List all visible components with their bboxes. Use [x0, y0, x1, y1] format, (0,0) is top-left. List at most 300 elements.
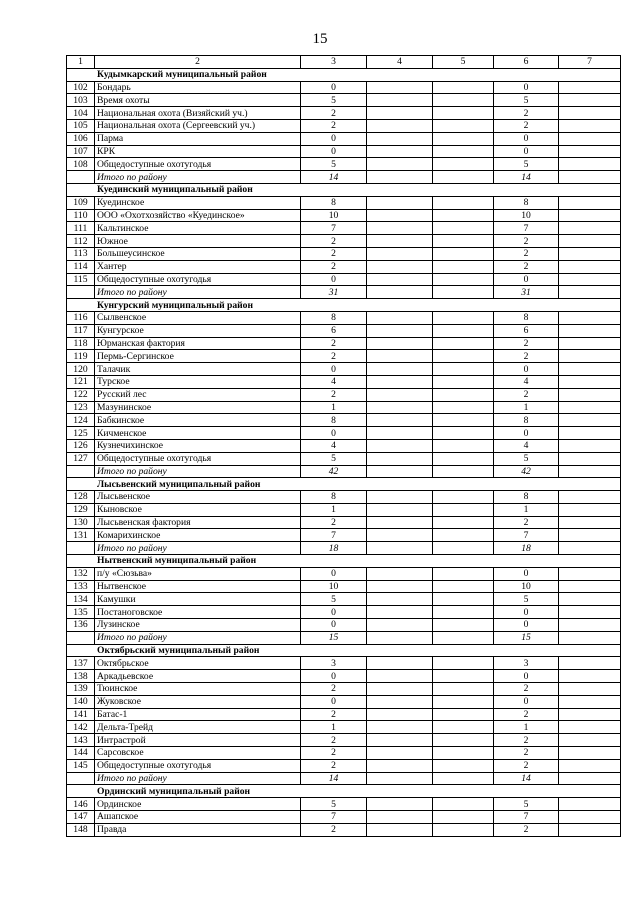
row-number: 117	[67, 324, 95, 337]
value-col6: 8	[494, 414, 559, 427]
table-row	[67, 567, 621, 580]
table-row	[67, 721, 621, 734]
value-col5	[433, 107, 494, 120]
value-col6: 2	[494, 350, 559, 363]
hunting-ground-name: Хантер	[95, 260, 301, 273]
value-col6: 8	[494, 196, 559, 209]
value-col7	[559, 375, 621, 388]
table-body	[67, 56, 621, 837]
table-row	[67, 119, 621, 132]
value-col4	[367, 158, 433, 171]
table-row	[67, 94, 621, 107]
table-row	[67, 759, 621, 772]
value-col4	[367, 683, 433, 696]
value-col3: 1	[301, 401, 367, 414]
value-col4	[367, 721, 433, 734]
value-col3: 2	[301, 708, 367, 721]
table-row	[67, 247, 621, 260]
section-title-row	[67, 183, 621, 196]
value-col6: 2	[494, 734, 559, 747]
hunting-ground-name: Мазунинское	[95, 401, 301, 414]
value-col7	[559, 734, 621, 747]
value-col6: 2	[494, 747, 559, 760]
row-number: 125	[67, 427, 95, 440]
section-title: Нытвенский муниципальный район	[67, 555, 621, 568]
value-col4	[367, 260, 433, 273]
value-col3: 5	[301, 452, 367, 465]
value-col3: 0	[301, 132, 367, 145]
value-col6: 8	[494, 311, 559, 324]
value-col4	[367, 529, 433, 542]
value-col3: 0	[301, 81, 367, 94]
value-col7	[559, 260, 621, 273]
value-col6: 2	[494, 107, 559, 120]
value-col7	[559, 593, 621, 606]
value-col5	[433, 811, 494, 824]
value-col6: 1	[494, 721, 559, 734]
hunting-ground-name: Постаноговское	[95, 606, 301, 619]
value-col7	[559, 209, 621, 222]
value-col7	[559, 324, 621, 337]
value-col3: 0	[301, 670, 367, 683]
value-col4	[367, 107, 433, 120]
value-col5	[433, 823, 494, 836]
value-col3: 2	[301, 516, 367, 529]
value-col4	[367, 145, 433, 158]
value-col5	[433, 209, 494, 222]
value-col7	[559, 427, 621, 440]
row-number: 113	[67, 247, 95, 260]
value-col5	[433, 708, 494, 721]
table-row	[67, 593, 621, 606]
table-row	[67, 503, 621, 516]
value-col6: 4	[494, 375, 559, 388]
hunting-ground-name: Кунгурское	[95, 324, 301, 337]
row-number: 103	[67, 94, 95, 107]
hunting-ground-name: Общедоступные охотугодья	[95, 452, 301, 465]
value-col4	[367, 503, 433, 516]
row-number: 118	[67, 337, 95, 350]
value-col3: 8	[301, 311, 367, 324]
value-col3: 1	[301, 721, 367, 734]
total-col6: 42	[494, 465, 559, 478]
value-col4	[367, 337, 433, 350]
total-col7	[559, 286, 621, 299]
value-col4	[367, 606, 433, 619]
value-col6: 0	[494, 427, 559, 440]
row-number: 123	[67, 401, 95, 414]
section-title: Октябрьский муниципальный район	[67, 644, 621, 657]
hunting-ground-name: ООО «Охотхозяйство «Куединское»	[95, 209, 301, 222]
total-col7	[559, 542, 621, 555]
value-col6: 8	[494, 491, 559, 504]
value-col5	[433, 235, 494, 248]
value-col5	[433, 427, 494, 440]
value-col6: 2	[494, 337, 559, 350]
total-col6: 14	[494, 772, 559, 785]
row-number: 139	[67, 683, 95, 696]
total-col7	[559, 465, 621, 478]
value-col7	[559, 107, 621, 120]
total-label: Итого по району	[95, 772, 301, 785]
value-col6: 0	[494, 81, 559, 94]
table-row	[67, 363, 621, 376]
total-label: Итого по району	[95, 286, 301, 299]
row-number: 127	[67, 452, 95, 465]
value-col7	[559, 222, 621, 235]
hunting-ground-name: п/у «Сюзьва»	[95, 567, 301, 580]
value-col4	[367, 567, 433, 580]
value-col7	[559, 363, 621, 376]
value-col7	[559, 145, 621, 158]
value-col7	[559, 798, 621, 811]
total-col4	[367, 171, 433, 184]
hunting-ground-name: Дельта-Трейд	[95, 721, 301, 734]
table-row	[67, 132, 621, 145]
table-row	[67, 670, 621, 683]
value-col3: 2	[301, 107, 367, 120]
value-col6: 5	[494, 158, 559, 171]
total-col7	[559, 772, 621, 785]
value-col4	[367, 593, 433, 606]
value-col7	[559, 388, 621, 401]
hunting-ground-name: Парма	[95, 132, 301, 145]
table-row	[67, 452, 621, 465]
value-col7	[559, 516, 621, 529]
value-col4	[367, 670, 433, 683]
value-col7	[559, 759, 621, 772]
value-col7	[559, 119, 621, 132]
value-col7	[559, 247, 621, 260]
row-number: 128	[67, 491, 95, 504]
row-number: 135	[67, 606, 95, 619]
value-col7	[559, 94, 621, 107]
value-col5	[433, 81, 494, 94]
section-title-row	[67, 299, 621, 312]
value-col5	[433, 145, 494, 158]
value-col5	[433, 375, 494, 388]
total-col5	[433, 465, 494, 478]
value-col7	[559, 337, 621, 350]
total-col6: 18	[494, 542, 559, 555]
value-col5	[433, 388, 494, 401]
value-col4	[367, 452, 433, 465]
page-number: 15	[312, 31, 328, 47]
value-col7	[559, 401, 621, 414]
row-number: 119	[67, 350, 95, 363]
value-col5	[433, 196, 494, 209]
value-col3: 10	[301, 209, 367, 222]
total-number-cell	[67, 286, 95, 299]
value-col3: 2	[301, 119, 367, 132]
hunting-ground-name: Ординское	[95, 798, 301, 811]
hunting-ground-name: Правда	[95, 823, 301, 836]
table-row	[67, 427, 621, 440]
row-number: 147	[67, 811, 95, 824]
value-col6: 0	[494, 363, 559, 376]
row-number: 105	[67, 119, 95, 132]
value-col4	[367, 388, 433, 401]
table-row	[67, 657, 621, 670]
value-col5	[433, 759, 494, 772]
value-col6: 2	[494, 119, 559, 132]
value-col5	[433, 695, 494, 708]
row-number: 146	[67, 798, 95, 811]
header-cell: 6	[494, 56, 559, 69]
value-col4	[367, 324, 433, 337]
value-col6: 7	[494, 222, 559, 235]
total-row	[67, 286, 621, 299]
header-cell: 7	[559, 56, 621, 69]
value-col5	[433, 363, 494, 376]
value-col3: 2	[301, 759, 367, 772]
value-col6: 1	[494, 401, 559, 414]
value-col6: 3	[494, 657, 559, 670]
total-col5	[433, 286, 494, 299]
total-col3: 15	[301, 631, 367, 644]
header-cell: 4	[367, 56, 433, 69]
hunting-ground-name: Кузнечихинское	[95, 439, 301, 452]
value-col4	[367, 235, 433, 248]
value-col3: 7	[301, 811, 367, 824]
table-row	[67, 823, 621, 836]
value-col6: 2	[494, 823, 559, 836]
table-row	[67, 619, 621, 632]
total-col3: 14	[301, 772, 367, 785]
total-row	[67, 171, 621, 184]
row-number: 137	[67, 657, 95, 670]
value-col6: 2	[494, 708, 559, 721]
hunting-ground-name: Русский лес	[95, 388, 301, 401]
hunting-ground-name: Сарсовское	[95, 747, 301, 760]
value-col7	[559, 683, 621, 696]
value-col7	[559, 670, 621, 683]
value-col7	[559, 619, 621, 632]
table-row	[67, 606, 621, 619]
row-number: 109	[67, 196, 95, 209]
section-title: Ординский муниципальный район	[67, 785, 621, 798]
value-col3: 6	[301, 324, 367, 337]
value-col7	[559, 606, 621, 619]
row-number: 122	[67, 388, 95, 401]
value-col5	[433, 132, 494, 145]
total-col4	[367, 772, 433, 785]
value-col3: 2	[301, 350, 367, 363]
value-col5	[433, 657, 494, 670]
value-col4	[367, 516, 433, 529]
value-col6: 5	[494, 593, 559, 606]
total-col4	[367, 465, 433, 478]
value-col7	[559, 657, 621, 670]
value-col4	[367, 196, 433, 209]
table-row	[67, 747, 621, 760]
value-col5	[433, 273, 494, 286]
value-col6: 6	[494, 324, 559, 337]
hunting-ground-name: Бондарь	[95, 81, 301, 94]
row-number: 104	[67, 107, 95, 120]
total-col6: 15	[494, 631, 559, 644]
value-col7	[559, 273, 621, 286]
value-col5	[433, 619, 494, 632]
value-col7	[559, 414, 621, 427]
table-row	[67, 811, 621, 824]
row-number: 131	[67, 529, 95, 542]
total-col4	[367, 542, 433, 555]
hunting-ground-name: Интрастрой	[95, 734, 301, 747]
hunting-ground-name: Кичменское	[95, 427, 301, 440]
value-col6: 2	[494, 516, 559, 529]
total-label: Итого по району	[95, 542, 301, 555]
total-label: Итого по району	[95, 465, 301, 478]
value-col4	[367, 823, 433, 836]
value-col4	[367, 132, 433, 145]
total-col5	[433, 171, 494, 184]
value-col7	[559, 503, 621, 516]
hunting-ground-name: Комарихинское	[95, 529, 301, 542]
row-number: 133	[67, 580, 95, 593]
value-col6: 2	[494, 247, 559, 260]
total-number-cell	[67, 631, 95, 644]
value-col7	[559, 695, 621, 708]
value-col4	[367, 657, 433, 670]
value-col5	[433, 606, 494, 619]
hunting-ground-name: Сылвенское	[95, 311, 301, 324]
total-col3: 14	[301, 171, 367, 184]
section-title-row	[67, 68, 621, 81]
row-number: 132	[67, 567, 95, 580]
value-col5	[433, 222, 494, 235]
value-col3: 0	[301, 567, 367, 580]
section-title-row	[67, 478, 621, 491]
value-col3: 8	[301, 196, 367, 209]
value-col3: 10	[301, 580, 367, 593]
value-col4	[367, 759, 433, 772]
value-col3: 7	[301, 529, 367, 542]
hunting-ground-name: Ашапское	[95, 811, 301, 824]
value-col6: 0	[494, 567, 559, 580]
table-row	[67, 683, 621, 696]
total-col6: 31	[494, 286, 559, 299]
table-row	[67, 196, 621, 209]
section-title-row	[67, 785, 621, 798]
hunting-ground-name: КРК	[95, 145, 301, 158]
value-col5	[433, 529, 494, 542]
total-col3: 31	[301, 286, 367, 299]
section-title-row	[67, 555, 621, 568]
hunting-ground-name: Турское	[95, 375, 301, 388]
value-col5	[433, 683, 494, 696]
hunting-ground-name: Лысьвенская фактория	[95, 516, 301, 529]
total-number-cell	[67, 772, 95, 785]
total-col5	[433, 542, 494, 555]
table-row	[67, 311, 621, 324]
table-row	[67, 491, 621, 504]
table-row	[67, 350, 621, 363]
value-col3: 2	[301, 337, 367, 350]
row-number: 110	[67, 209, 95, 222]
value-col3: 8	[301, 491, 367, 504]
table-row	[67, 414, 621, 427]
value-col3: 2	[301, 235, 367, 248]
row-number: 121	[67, 375, 95, 388]
value-col3: 2	[301, 260, 367, 273]
hunting-ground-name: Пермь-Сергинское	[95, 350, 301, 363]
value-col3: 0	[301, 695, 367, 708]
value-col7	[559, 235, 621, 248]
header-row	[67, 56, 621, 69]
table-row	[67, 798, 621, 811]
hunting-ground-name: Талачик	[95, 363, 301, 376]
value-col5	[433, 567, 494, 580]
value-col4	[367, 81, 433, 94]
hunting-ground-name: Кальтинское	[95, 222, 301, 235]
row-number: 148	[67, 823, 95, 836]
value-col6: 2	[494, 759, 559, 772]
value-col4	[367, 375, 433, 388]
table-row	[67, 209, 621, 222]
hunting-ground-name: Общедоступные охотугодья	[95, 759, 301, 772]
value-col5	[433, 734, 494, 747]
value-col3: 1	[301, 503, 367, 516]
row-number: 106	[67, 132, 95, 145]
value-col4	[367, 311, 433, 324]
value-col7	[559, 747, 621, 760]
value-col3: 5	[301, 798, 367, 811]
value-col4	[367, 734, 433, 747]
value-col5	[433, 452, 494, 465]
value-col7	[559, 452, 621, 465]
value-col6: 1	[494, 503, 559, 516]
value-col3: 5	[301, 158, 367, 171]
value-col3: 8	[301, 414, 367, 427]
value-col4	[367, 811, 433, 824]
table-row	[67, 158, 621, 171]
value-col6: 10	[494, 209, 559, 222]
row-number: 116	[67, 311, 95, 324]
value-col4	[367, 439, 433, 452]
value-col7	[559, 132, 621, 145]
row-number: 136	[67, 619, 95, 632]
value-col6: 5	[494, 798, 559, 811]
table-row	[67, 734, 621, 747]
value-col3: 5	[301, 593, 367, 606]
hunting-ground-name: Лузинское	[95, 619, 301, 632]
section-title: Лысьвенский муниципальный район	[67, 478, 621, 491]
value-col4	[367, 580, 433, 593]
value-col5	[433, 721, 494, 734]
value-col3: 0	[301, 145, 367, 158]
value-col3: 0	[301, 427, 367, 440]
row-number: 107	[67, 145, 95, 158]
value-col4	[367, 708, 433, 721]
row-number: 141	[67, 708, 95, 721]
value-col3: 0	[301, 273, 367, 286]
value-col7	[559, 708, 621, 721]
hunting-ground-name: Бабкинское	[95, 414, 301, 427]
value-col6: 0	[494, 670, 559, 683]
row-number: 102	[67, 81, 95, 94]
hunting-ground-name: Южное	[95, 235, 301, 248]
value-col3: 5	[301, 94, 367, 107]
value-col3: 0	[301, 619, 367, 632]
value-col5	[433, 94, 494, 107]
row-number: 124	[67, 414, 95, 427]
value-col3: 2	[301, 683, 367, 696]
value-col5	[433, 798, 494, 811]
value-col7	[559, 350, 621, 363]
table-row	[67, 222, 621, 235]
value-col5	[433, 247, 494, 260]
